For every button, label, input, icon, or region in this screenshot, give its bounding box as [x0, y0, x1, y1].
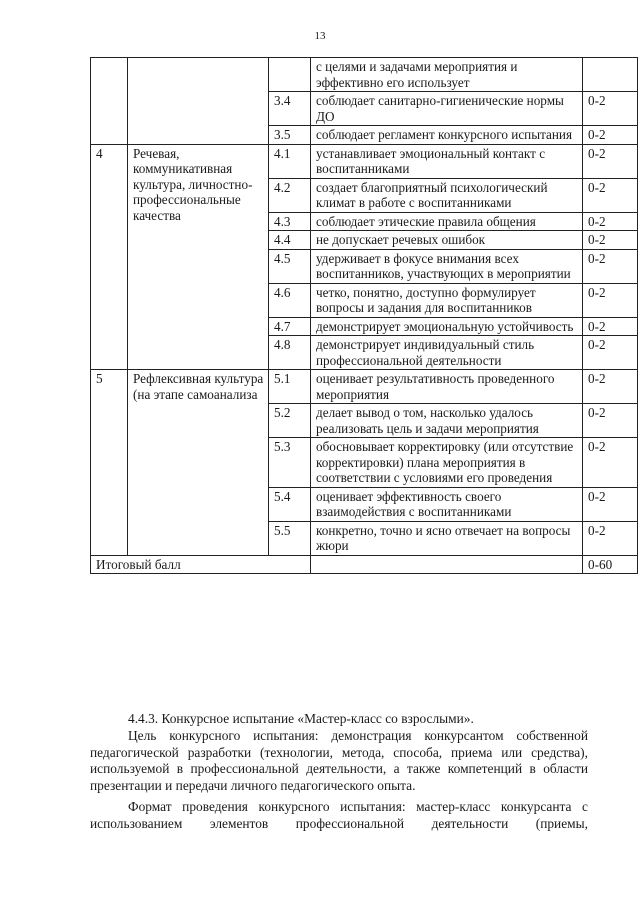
criterion-score: 0-2: [583, 336, 638, 370]
criterion-code: 4.4: [269, 231, 311, 250]
criterion-description: соблюдает этические правила общения: [311, 212, 583, 231]
group-name-cell: Рефлексивная культура (на этапе самоанализа: [128, 370, 269, 556]
criterion-score: 0-2: [583, 404, 638, 438]
criterion-code: 4.8: [269, 336, 311, 370]
criterion-score: 0-2: [583, 438, 638, 488]
criterion-code: 4.1: [269, 144, 311, 178]
criterion-description: соблюдает регламент конкурсного испытания: [311, 126, 583, 145]
criterion-code: 3.5: [269, 126, 311, 145]
criterion-description: создает благоприятный психологический климат в работе с воспитанниками: [311, 178, 583, 212]
criterion-score: 0-2: [583, 126, 638, 145]
goal-paragraph: Цель конкурсного испытания: демонстрация конкурсантом собственной педагогической разработки (технологии, метода, способа, приема или средства), используемой в профессиональной деятельности, а также компетенций в области презентации и передачи личного педагогического опыта.: [90, 727, 588, 794]
total-label: Итоговый балл: [91, 555, 311, 574]
group-number-cell: 5: [91, 370, 128, 556]
criterion-score: 0-2: [583, 521, 638, 555]
criterion-description: демонстрирует эмоциональную устойчивость: [311, 317, 583, 336]
total-row: [91, 555, 638, 574]
criterion-score: [583, 58, 638, 92]
criterion-description: удерживает в фокусе внимания всех воспитанников, участвующих в мероприятии: [311, 249, 583, 283]
criterion-score: 0-2: [583, 212, 638, 231]
criterion-code: 5.4: [269, 487, 311, 521]
format-paragraph-line1: Формат проведения конкурсного испытания: мастер-класс конкурсанта с: [128, 798, 588, 814]
criterion-description: соблюдает санитарно-гигиенические нормы ДО: [311, 92, 583, 126]
page-number: 13: [314, 30, 326, 42]
format-paragraph-line2: использованием элементов профессиональной деятельности (приемы,: [90, 815, 588, 831]
criterion-description: устанавливает эмоциональный контакт с воспитанниками: [311, 144, 583, 178]
table-row: [91, 370, 638, 404]
group-number-cell: [91, 58, 128, 145]
criterion-description: демонстрирует индивидуальный стиль профессиональной деятельности: [311, 336, 583, 370]
table-row: [91, 58, 638, 92]
criterion-score: 0-2: [583, 249, 638, 283]
group-number-cell: 4: [91, 144, 128, 370]
criterion-code: 5.5: [269, 521, 311, 555]
criterion-score: 0-2: [583, 231, 638, 250]
total-score: 0-60: [583, 555, 638, 574]
criterion-code: 4.3: [269, 212, 311, 231]
criterion-description: с целями и задачами мероприятия и эффективно его использует: [311, 58, 583, 92]
criterion-score: 0-2: [583, 317, 638, 336]
table-row: [91, 144, 638, 178]
criterion-description: обосновывает корректировку (или отсутствие корректировки) плана мероприятия в соответствии с условиями его проведения: [311, 438, 583, 488]
criterion-description: делает вывод о том, насколько удалось реализовать цель и задачи мероприятия: [311, 404, 583, 438]
criterion-code: 3.4: [269, 92, 311, 126]
criterion-code: 4.2: [269, 178, 311, 212]
criterion-score: 0-2: [583, 283, 638, 317]
criterion-score: 0-2: [583, 92, 638, 126]
criterion-score: 0-2: [583, 178, 638, 212]
criterion-description: четко, понятно, доступно формулирует вопросы и задания для воспитанников: [311, 283, 583, 317]
criteria-table: [90, 57, 638, 574]
criterion-score: 0-2: [583, 487, 638, 521]
section-heading: 4.4.3. Конкурсное испытание «Мастер-класс со взрослыми».: [128, 711, 474, 726]
criterion-code: 5.1: [269, 370, 311, 404]
criterion-code: 5.3: [269, 438, 311, 488]
criterion-code: 4.5: [269, 249, 311, 283]
group-name-cell: Речевая, коммуникативная культура, личностно-профессиональные качества: [128, 144, 269, 370]
criterion-code: 4.7: [269, 317, 311, 336]
criterion-score: 0-2: [583, 144, 638, 178]
criterion-description: оценивает эффективность своего взаимодействия с воспитанниками: [311, 487, 583, 521]
group-name-cell: [128, 58, 269, 145]
criterion-description: конкретно, точно и ясно отвечает на вопросы жюри: [311, 521, 583, 555]
criterion-code: 4.6: [269, 283, 311, 317]
criterion-description: оценивает результативность проведенного мероприятия: [311, 370, 583, 404]
criterion-code: 5.2: [269, 404, 311, 438]
criterion-description: не допускает речевых ошибок: [311, 231, 583, 250]
criterion-score: 0-2: [583, 370, 638, 404]
criterion-code: [269, 58, 311, 92]
body-text: [90, 711, 588, 833]
total-empty-cell: [311, 555, 583, 574]
